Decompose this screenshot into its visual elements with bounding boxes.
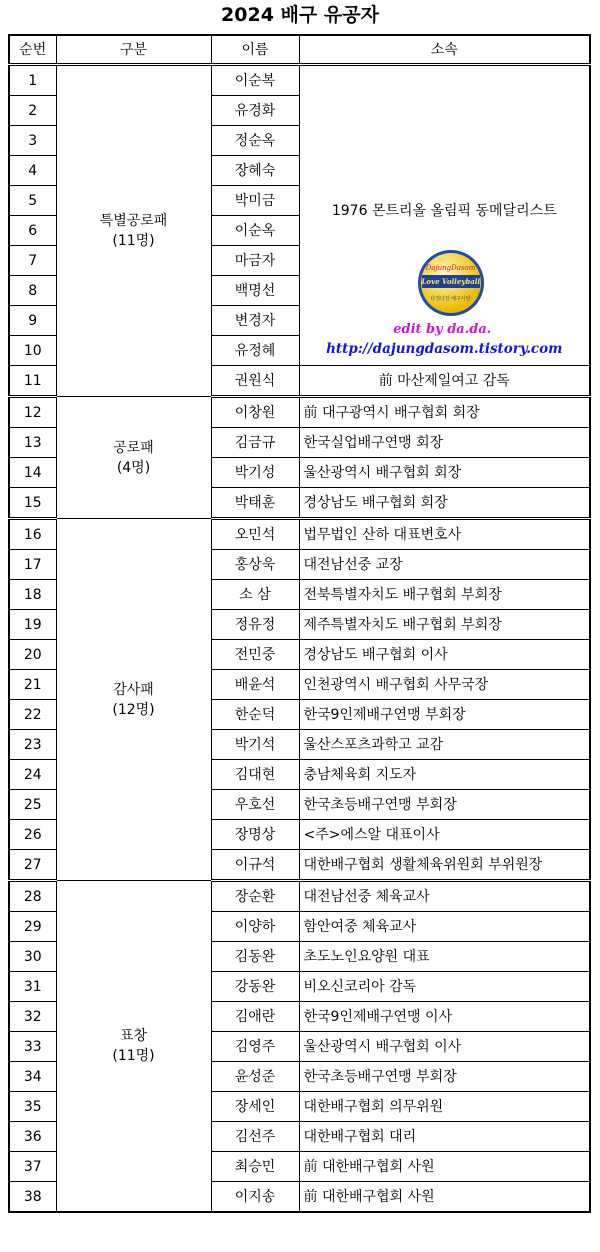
- affiliation: 대한배구협회 대리: [299, 1122, 590, 1152]
- header-name: 이름: [211, 35, 299, 65]
- affiliation-text: 1976 몬트리올 올림픽 동메달리스트: [331, 203, 557, 219]
- row-number: 34: [9, 1062, 56, 1092]
- row-number: 31: [9, 972, 56, 1002]
- row-number: 2: [9, 96, 56, 126]
- category-count: (11명): [112, 1048, 155, 1064]
- affiliation: 한국9인제배구연맹 이사: [299, 1002, 590, 1032]
- table-header-row: [9, 35, 590, 65]
- row-number: 15: [9, 488, 56, 519]
- member-name: 마금자: [211, 246, 299, 276]
- category-count: (4명): [116, 459, 151, 476]
- affiliation: 경상남도 배구협회 회장: [299, 488, 590, 519]
- affiliation: 법무법인 산하 대표변호사: [299, 519, 590, 550]
- row-number: 7: [9, 246, 56, 276]
- table-row: [9, 397, 590, 428]
- member-name: 박태훈: [211, 488, 299, 519]
- row-number: 37: [9, 1152, 56, 1182]
- row-number: 3: [9, 126, 56, 156]
- row-number: 24: [9, 760, 56, 790]
- table-row: [9, 519, 590, 550]
- member-name: 강동완: [211, 972, 299, 1002]
- member-name: 김대현: [211, 760, 299, 790]
- row-number: 25: [9, 790, 56, 820]
- row-number: 20: [9, 640, 56, 670]
- member-name: 소 삼: [211, 580, 299, 610]
- award-table: [8, 34, 591, 1213]
- row-number: 17: [9, 550, 56, 580]
- row-number: 22: [9, 700, 56, 730]
- affiliation: 제주특별자치도 배구협회 부회장: [299, 610, 590, 640]
- member-name: 변경자: [211, 306, 299, 336]
- row-number: 29: [9, 912, 56, 942]
- row-number: 10: [9, 336, 56, 366]
- affiliation: 경상남도 배구협회 이사: [299, 640, 590, 670]
- member-name: 장세인: [211, 1092, 299, 1122]
- row-number: 32: [9, 1002, 56, 1032]
- page-title: 2024 배구 유공자: [221, 4, 379, 26]
- member-name: 이창원: [211, 397, 299, 428]
- logo-band-text: Love Volleyball: [421, 277, 481, 286]
- category-cell: [56, 397, 211, 519]
- member-name: 장순환: [211, 881, 299, 912]
- affiliation: 한국실업배구연맹 회장: [299, 428, 590, 458]
- affiliation: 초도노인요양원 대표: [299, 942, 590, 972]
- row-number: 18: [9, 580, 56, 610]
- member-name: 정유정: [211, 610, 299, 640]
- row-number: 30: [9, 942, 56, 972]
- edit-credit: edit by da.da.: [393, 322, 492, 337]
- table-row: [9, 65, 590, 96]
- member-name: 홍상욱: [211, 550, 299, 580]
- affiliation: 충남체육회 지도자: [299, 760, 590, 790]
- affiliation: 前 마산제일여고 감독: [299, 366, 590, 397]
- category-name: 감사패: [113, 681, 154, 698]
- row-number: 36: [9, 1122, 56, 1152]
- header-no: 순번: [9, 35, 56, 65]
- member-name: 박미금: [211, 186, 299, 216]
- row-number: 21: [9, 670, 56, 700]
- member-name: 박기성: [211, 458, 299, 488]
- row-number: 6: [9, 216, 56, 246]
- category-cell: [56, 519, 211, 881]
- row-number: 23: [9, 730, 56, 760]
- member-name: 오민석: [211, 519, 299, 550]
- table-row: [9, 881, 590, 912]
- member-name: 유경화: [211, 96, 299, 126]
- row-number: 13: [9, 428, 56, 458]
- affiliation: 대한배구협회 의무위원: [299, 1092, 590, 1122]
- member-name: 유정혜: [211, 336, 299, 366]
- member-name: 이순옥: [211, 216, 299, 246]
- member-name: 최승민: [211, 1152, 299, 1182]
- table-body: [9, 65, 590, 1213]
- row-number: 9: [9, 306, 56, 336]
- member-name: 우호선: [211, 790, 299, 820]
- member-name: 박기석: [211, 730, 299, 760]
- affiliation: 前 대한배구협회 사원: [299, 1182, 590, 1213]
- row-number: 1: [9, 65, 56, 96]
- member-name: 장명상: [211, 820, 299, 850]
- affiliation: 전북특별자치도 배구협회 부회장: [299, 580, 590, 610]
- affiliation: 인천광역시 배구협회 사무국장: [299, 670, 590, 700]
- affiliation: <주>에스알 대표이사: [299, 820, 590, 850]
- category-cell: [56, 65, 211, 397]
- affiliation: 비오신코리아 감독: [299, 972, 590, 1002]
- member-name: 배윤석: [211, 670, 299, 700]
- affiliation: 前 대구광역시 배구협회 회장: [299, 397, 590, 428]
- logo-bottom-text: 다정다감 배구사랑: [430, 296, 471, 302]
- category-name: 특별공로패: [99, 213, 168, 229]
- row-number: 5: [9, 186, 56, 216]
- row-number: 16: [9, 519, 56, 550]
- member-name: 이지송: [211, 1182, 299, 1213]
- affiliation: 前 대한배구협회 사원: [299, 1152, 590, 1182]
- affiliation: 한국초등배구연맹 부회장: [299, 1062, 590, 1092]
- row-number: 35: [9, 1092, 56, 1122]
- affiliation: 대전남선중 체육교사: [299, 881, 590, 912]
- row-number: 38: [9, 1182, 56, 1213]
- member-name: 이순복: [211, 65, 299, 96]
- header-affiliation: 소속: [299, 35, 590, 65]
- affiliation: 대한배구협회 생활체육위원회 부위원장: [299, 850, 590, 881]
- member-name: 권원식: [211, 366, 299, 397]
- member-name: 김애란: [211, 1002, 299, 1032]
- blog-url: http://dajungdasom.tistory.com: [326, 341, 563, 357]
- member-name: 이규석: [211, 850, 299, 881]
- category-name: 표창: [119, 1028, 148, 1044]
- row-number: 33: [9, 1032, 56, 1062]
- merged-affiliation-cell: [299, 65, 590, 366]
- affiliation: 울산광역시 배구협회 이사: [299, 1032, 590, 1062]
- member-name: 김금규: [211, 428, 299, 458]
- row-number: 8: [9, 276, 56, 306]
- member-name: 장혜숙: [211, 156, 299, 186]
- logo-top-text: DajungDasom: [425, 264, 476, 272]
- row-number: 12: [9, 397, 56, 428]
- affiliation: 함안여중 체육교사: [299, 912, 590, 942]
- member-name: 한순덕: [211, 700, 299, 730]
- row-number: 11: [9, 366, 56, 397]
- member-name: 전민중: [211, 640, 299, 670]
- category-cell: [56, 881, 211, 1213]
- member-name: 이양하: [211, 912, 299, 942]
- member-name: 김선주: [211, 1122, 299, 1152]
- member-name: 백명선: [211, 276, 299, 306]
- row-number: 19: [9, 610, 56, 640]
- member-name: 김영주: [211, 1032, 299, 1062]
- category-count: (11명): [112, 233, 155, 249]
- volleyball-logo-icon: [418, 250, 484, 316]
- affiliation: 한국초등배구연맹 부회장: [299, 790, 590, 820]
- category-name: 공로패: [113, 439, 154, 456]
- affiliation: 한국9인제배구연맹 부회장: [299, 700, 590, 730]
- member-name: 윤성준: [211, 1062, 299, 1092]
- row-number: 28: [9, 881, 56, 912]
- row-number: 27: [9, 850, 56, 881]
- affiliation: 울산스포츠과학고 교감: [299, 730, 590, 760]
- row-number: 4: [9, 156, 56, 186]
- member-name: 김동완: [211, 942, 299, 972]
- header-category: 구분: [56, 35, 211, 65]
- affiliation: 대전남선중 교장: [299, 550, 590, 580]
- affiliation: 울산광역시 배구협회 회장: [299, 458, 590, 488]
- category-count: (12명): [112, 701, 155, 718]
- row-number: 14: [9, 458, 56, 488]
- member-name: 정순옥: [211, 126, 299, 156]
- row-number: 26: [9, 820, 56, 850]
